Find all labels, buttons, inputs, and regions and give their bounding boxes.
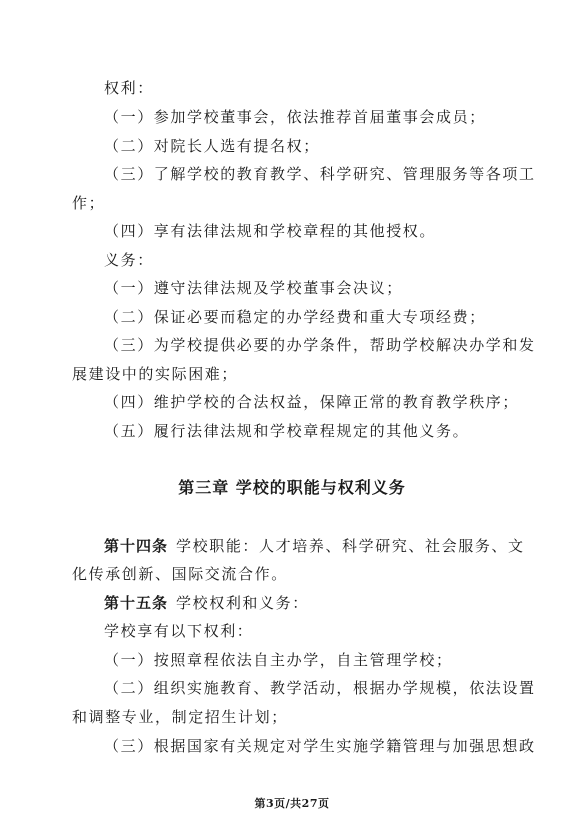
school-rights-item-2: （二）组织实施教育、教学活动，根据办学规模，依法设置 xyxy=(104,679,536,697)
article-14-text: 学校职能：人才培养、科学研究、社会服务、文 xyxy=(176,537,525,555)
duties-item-5: （五）履行法律法规和学校章程规定的其他义务。 xyxy=(104,422,470,440)
school-rights-item-1: （一）按照章程依法自主办学，自主管理学校； xyxy=(104,651,453,669)
rights-item-3-cont: 作； xyxy=(72,194,106,212)
article-15-label: 第十五条 xyxy=(104,594,169,612)
chapter-title: 第三章 学校的职能与权利义务 xyxy=(178,478,406,497)
duties-heading: 义务： xyxy=(104,251,154,269)
duties-item-2: （二）保证必要而稳定的办学经费和重大专项经费； xyxy=(104,308,486,326)
school-rights-item-3: （三）根据国家有关规定对学生实施学籍管理与加强思想政 xyxy=(104,737,536,755)
school-rights-item-2-cont: 和调整专业，制定招生计划； xyxy=(72,708,288,726)
rights-item-4: （四）享有法律法规和学校章程的其他授权。 xyxy=(104,222,437,240)
duties-item-3: （三）为学校提供必要的办学条件，帮助学校解决办学和发 xyxy=(104,336,536,354)
duties-item-1: （一）遵守法律法规及学校董事会决议； xyxy=(104,279,403,297)
article-14-label: 第十四条 xyxy=(104,537,169,555)
rights-item-1: （一）参加学校董事会，依法推荐首届董事会成员； xyxy=(104,108,486,126)
page-number-footer: 第3页/共27页 xyxy=(254,797,330,810)
article-14 xyxy=(104,536,525,556)
rights-heading: 权利： xyxy=(104,79,154,97)
rights-item-3: （三）了解学校的教育教学、科学研究、管理服务等各项工 xyxy=(104,165,536,183)
article-15 xyxy=(104,593,309,613)
rights-item-2: （二）对院长人选有提名权； xyxy=(104,137,320,155)
school-rights-intro: 学校享有以下权利： xyxy=(104,622,254,640)
duties-item-3-cont: 展建设中的实际困难； xyxy=(72,365,239,383)
duties-item-4: （四）维护学校的合法权益，保障正常的教育教学秩序； xyxy=(104,393,520,411)
article-15-text: 学校权利和义务： xyxy=(176,594,309,612)
article-14-cont: 化传承创新、国际交流合作。 xyxy=(72,565,288,583)
